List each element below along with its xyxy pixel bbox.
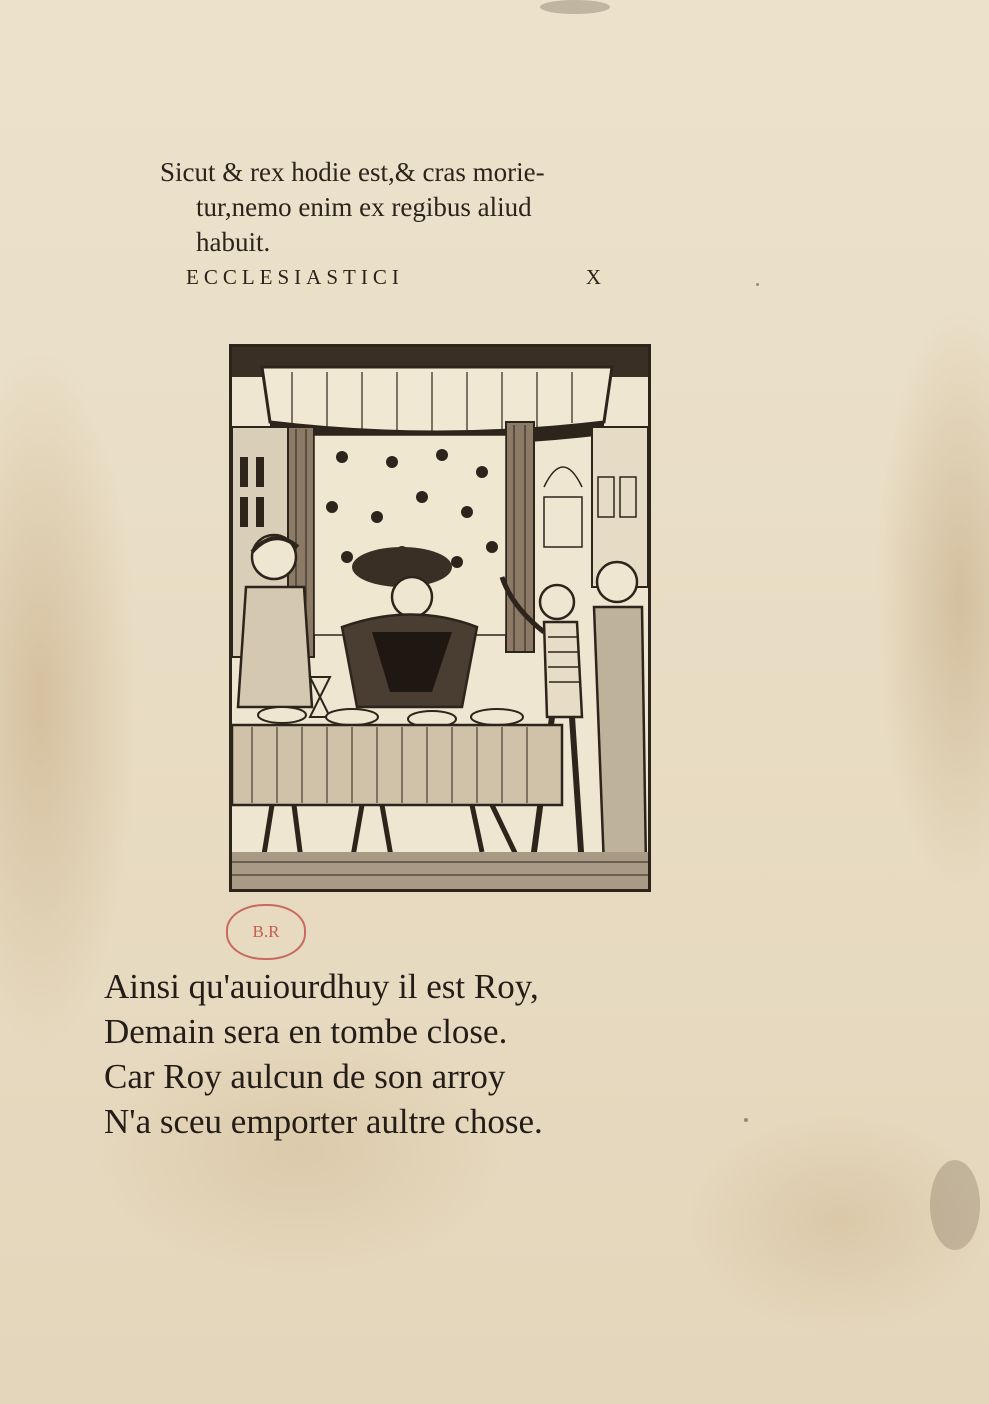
scripture-reference xyxy=(186,265,606,290)
motto-line-2: tur,nemo enim ex regibus aliud xyxy=(196,192,532,222)
paper-stain xyxy=(930,1160,980,1250)
paper-spot xyxy=(744,1118,748,1122)
motto-line-3: habuit. xyxy=(196,227,271,257)
motto-line-1: Sicut & rex hodie est,& cras morie- xyxy=(160,157,545,187)
latin-motto xyxy=(160,155,630,260)
paper-spot xyxy=(756,283,759,286)
french-verse xyxy=(104,964,664,1144)
source-book: ECCLESIASTICI xyxy=(186,265,404,289)
verse-line-4: N'a sceu emporter aultre chose. xyxy=(104,1102,543,1141)
verse-line-3: Car Roy aulcun de son arroy xyxy=(104,1057,506,1096)
woodcut-king-and-death xyxy=(232,347,648,889)
library-stamp xyxy=(226,904,306,960)
stamp-text: B.R xyxy=(252,922,280,941)
verse-line-1: Ainsi qu'auiourdhuy il est Roy, xyxy=(104,967,539,1006)
woodcut-illustration xyxy=(229,344,651,892)
source-chapter: X xyxy=(585,265,606,289)
verse-line-2: Demain sera en tombe close. xyxy=(104,1012,508,1051)
paper-stain xyxy=(540,0,610,14)
